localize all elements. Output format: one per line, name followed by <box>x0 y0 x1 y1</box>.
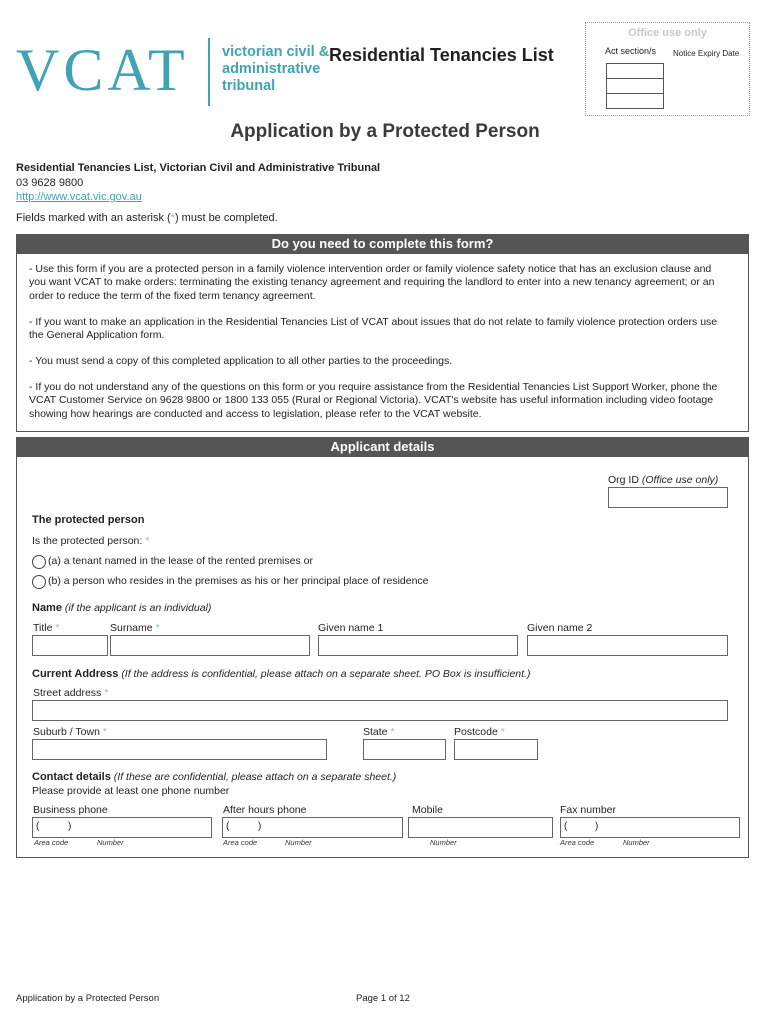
area-code-open: ( <box>564 821 568 832</box>
notice-expiry-label: Notice Expiry Date <box>673 49 740 58</box>
list-title: Residential Tenancies List <box>329 45 554 65</box>
after-hours-phone-field[interactable] <box>222 817 403 838</box>
org-id-text: Org ID <box>608 474 639 486</box>
asterisk: * <box>102 726 107 738</box>
mobile-label: Mobile <box>412 804 443 816</box>
asterisk: * <box>55 622 60 634</box>
protected-person-heading: The protected person <box>32 514 145 526</box>
area-code-caption: Area code <box>34 838 69 847</box>
logo-divider <box>208 38 210 106</box>
surname-label-text: Surname <box>110 622 153 634</box>
org-id-label <box>608 474 718 486</box>
info-bullet: - If you want to make an application in the Residential Tenancies List of VCAT about issues that do not relate to family violence protection orders use the General Application form. <box>29 316 718 342</box>
given-name-1-field[interactable] <box>318 635 518 656</box>
asterisk: * <box>500 726 505 738</box>
suburb-label-text: Suburb / Town <box>33 726 100 738</box>
contact-instruction: Please provide at least one phone number <box>32 785 230 797</box>
address-note: (If the address is confidential, please attach on a separate sheet. PO Box is insufficient.) <box>121 668 531 680</box>
surname-field[interactable] <box>110 635 310 656</box>
area-code-close: ) <box>258 821 262 832</box>
street-address-field[interactable] <box>32 700 728 721</box>
org-id-note: (Office use only) <box>641 474 719 486</box>
number-caption: Number <box>285 838 312 847</box>
tribunal-line: administrative <box>222 61 321 77</box>
address-heading <box>32 668 530 680</box>
state-label-text: State <box>363 726 388 738</box>
applicant-panel <box>16 457 749 858</box>
fax-field[interactable] <box>560 817 740 838</box>
info-bullet: - You must send a copy of this completed application to all other parties to the proceedings. <box>29 355 453 367</box>
page-number: Page 1 of 12 <box>356 993 410 1004</box>
protected-question <box>32 535 149 547</box>
asterisk: * <box>155 622 160 634</box>
vcat-logo: VCAT <box>16 37 189 103</box>
given-name-2-label: Given name 2 <box>527 622 593 634</box>
number-caption: Number <box>97 838 124 847</box>
required-note-before: Fields marked with an asterisk ( <box>16 212 171 224</box>
info-bullet: - Use this form if you are a protected person in a family violence intervention order or family violence safety notice that has an exclusion clause and you want VCAT to make orders: terminating the existing tenancy agreement and requiring the landlord to enter into a new tenancy agreement; or an order to reduce the term of the fixed term tenancy agreement. <box>29 263 715 302</box>
business-phone-label: Business phone <box>33 804 108 816</box>
page-title: Application by a Protected Person <box>230 121 540 142</box>
option-b-label: (b) a person who resides in the premises as his or her principal place of residence <box>48 575 429 587</box>
area-code-open: ( <box>36 821 40 832</box>
contact-heading-text: Contact details <box>32 771 111 783</box>
street-label <box>33 687 108 699</box>
state-label <box>363 726 395 738</box>
act-section-field[interactable] <box>606 93 664 109</box>
contact-heading <box>32 771 396 783</box>
org-phone: 03 9628 9800 <box>16 177 84 189</box>
business-phone-field[interactable] <box>32 817 212 838</box>
number-caption: Number <box>430 838 457 847</box>
section-heading: Do you need to complete this form? <box>16 234 749 254</box>
office-use-title: Office use only <box>628 27 707 39</box>
suburb-field[interactable] <box>32 739 327 760</box>
asterisk: * <box>145 535 150 547</box>
given-name-1-label: Given name 1 <box>318 622 384 634</box>
asterisk: * <box>390 726 395 738</box>
act-section-label: Act section/s <box>605 46 657 56</box>
protected-question-text: Is the protected person: <box>32 535 143 547</box>
act-section-field[interactable] <box>606 63 664 79</box>
area-code-caption: Area code <box>223 838 258 847</box>
area-code-close: ) <box>68 821 72 832</box>
given-name-2-field[interactable] <box>527 635 728 656</box>
title-label <box>33 622 59 634</box>
option-b-radio[interactable] <box>32 575 46 589</box>
surname-label <box>110 622 160 634</box>
required-note <box>16 212 278 224</box>
number-caption: Number <box>623 838 650 847</box>
website-link[interactable]: http://www.vcat.vic.gov.au <box>16 191 142 203</box>
office-use-box <box>585 22 750 116</box>
org-id-field[interactable] <box>608 487 728 508</box>
title-field[interactable] <box>32 635 108 656</box>
tribunal-line: victorian civil & <box>222 44 330 60</box>
contact-note: (If these are confidential, please attach on a separate sheet.) <box>113 771 397 783</box>
info-bullet: - If you do not understand any of the questions on this form or you require assistance from the Residential Tenancies List Support Worker, phone the VCAT Customer Service on 9628 9800 or 1800 133 055 (Rural or Regional Victoria). VCAT's website has useful information including video footage showing how hearings are conducted and access to legislation, please refer to the VCAT website. <box>29 381 718 420</box>
fax-label: Fax number <box>560 804 617 816</box>
address-heading-text: Current Address <box>32 668 119 680</box>
option-a-label: (a) a tenant named in the lease of the rented premises or <box>48 555 313 567</box>
mobile-field[interactable] <box>408 817 553 838</box>
footer-doc-title: Application by a Protected Person <box>16 993 160 1004</box>
suburb-label <box>33 726 107 738</box>
after-hours-label: After hours phone <box>223 804 307 816</box>
act-section-field[interactable] <box>606 78 664 94</box>
tribunal-line: tribunal <box>222 78 276 94</box>
title-label-text: Title <box>33 622 53 634</box>
postcode-label <box>454 726 505 738</box>
state-field[interactable] <box>363 739 446 760</box>
name-heading <box>32 602 211 614</box>
street-label-text: Street address <box>33 687 102 699</box>
postcode-field[interactable] <box>454 739 538 760</box>
need-section-panel <box>16 254 749 432</box>
area-code-close: ) <box>595 821 599 832</box>
option-a-radio[interactable] <box>32 555 46 569</box>
area-code-open: ( <box>226 821 230 832</box>
asterisk: * <box>104 687 109 699</box>
section-heading: Applicant details <box>16 437 749 457</box>
required-note-after: ) must be completed. <box>174 212 278 224</box>
tribunal-name <box>222 44 329 95</box>
postcode-label-text: Postcode <box>454 726 498 738</box>
name-note: (if the applicant is an individual) <box>64 602 212 614</box>
org-name: Residential Tenancies List, Victorian Civil and Administrative Tribunal <box>16 162 381 174</box>
name-heading-text: Name <box>32 602 62 614</box>
asterisk: * <box>170 212 175 224</box>
area-code-caption: Area code <box>560 838 595 847</box>
